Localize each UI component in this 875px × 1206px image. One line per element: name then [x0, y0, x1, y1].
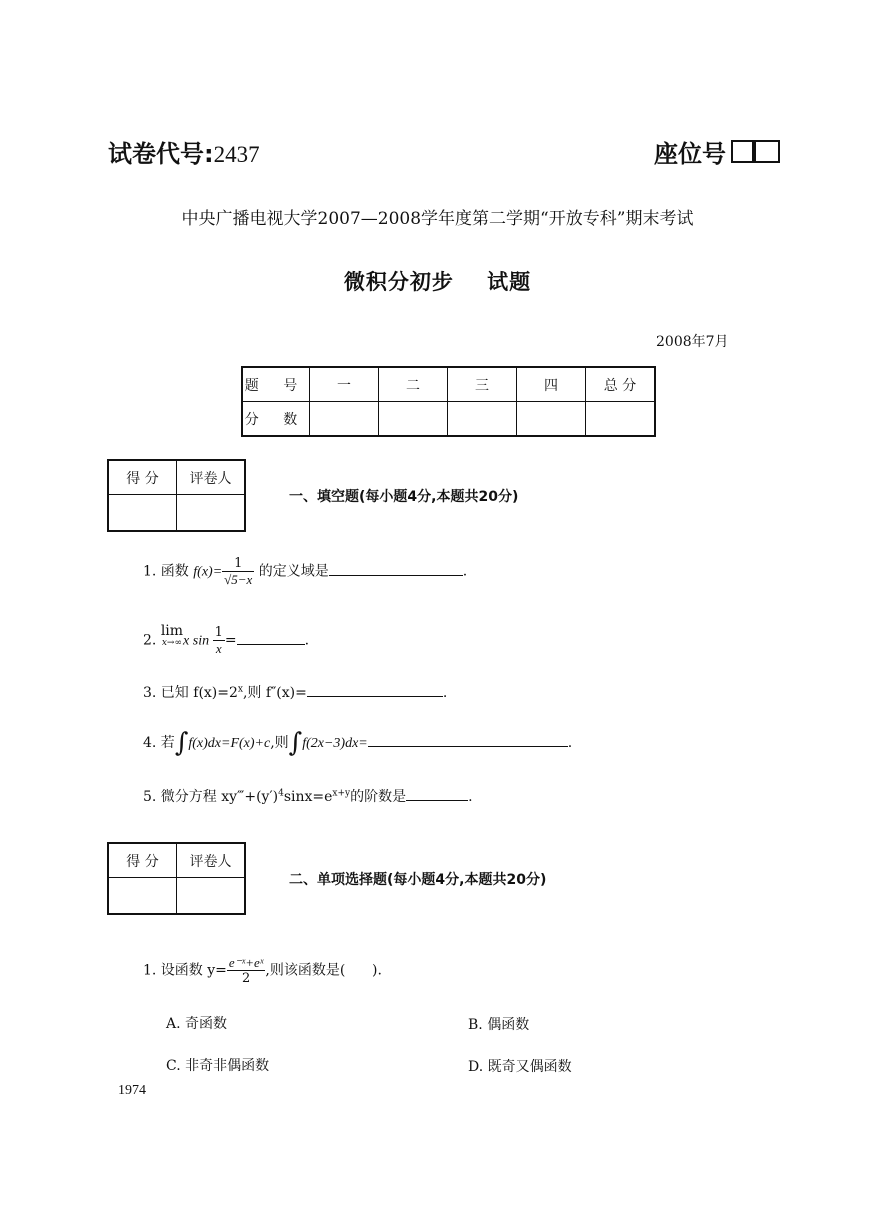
- question-end: .: [462, 563, 468, 580]
- numerator: 1: [214, 625, 223, 640]
- answer-blank: [406, 786, 468, 801]
- question-end: .: [442, 685, 448, 701]
- math-expression: f(x)=: [193, 564, 223, 580]
- option-d: D. 既奇又偶函数: [468, 1059, 572, 1075]
- score-table-score-row: [242, 402, 655, 437]
- numerator: e⁻ˣ+eˣ: [228, 955, 264, 970]
- question-text: 4. 若: [143, 735, 175, 751]
- score-table-cell: 分 数: [242, 402, 310, 437]
- exam-code-value: 2437: [213, 142, 260, 167]
- score-label: 得 分: [108, 460, 177, 495]
- numerator: 1: [222, 556, 254, 572]
- fraction: [213, 625, 225, 656]
- integral-sign: ∫: [174, 728, 189, 758]
- denominator: √5−x: [224, 572, 253, 587]
- question-2-1: [143, 955, 382, 986]
- grader-label: 评卷人: [177, 460, 246, 495]
- question-text: 2.: [143, 632, 161, 649]
- score-input-cell: [517, 402, 586, 437]
- denominator: 2: [242, 971, 251, 986]
- grader-input-cell: [177, 878, 246, 915]
- option-b: B. 偶函数: [468, 1017, 530, 1033]
- superscript: x+y: [332, 788, 351, 799]
- fraction: [222, 556, 254, 587]
- exam-title: 微积分初步 试题: [343, 270, 532, 294]
- score-table-cell: 一: [310, 367, 379, 402]
- question-text: 的定义域是: [254, 563, 329, 580]
- answer-blank: [368, 732, 568, 747]
- question-text: 1. 设函数 y=: [143, 962, 227, 979]
- grader-label: 评卷人: [177, 843, 246, 878]
- score-table: [241, 366, 656, 437]
- section-1-title: 一、填空题(每小题4分,本题共20分): [289, 489, 519, 505]
- score-table-cell: 三: [448, 367, 517, 402]
- score-label: 得 分: [108, 843, 177, 878]
- score-input-cell: [108, 495, 177, 532]
- score-input-cell: [108, 878, 177, 915]
- question-end: .: [304, 632, 310, 649]
- score-table-cell: 题 号: [242, 367, 310, 402]
- score-table-cell: 四: [517, 367, 586, 402]
- question-text: ,则: [270, 735, 289, 751]
- score-input-cell: [448, 402, 517, 437]
- question-1-1: [143, 556, 467, 587]
- superscript: 4: [278, 788, 284, 799]
- limit: [161, 625, 183, 649]
- question-1-3: [143, 682, 447, 702]
- denominator: x: [215, 641, 222, 656]
- grader-table: [107, 459, 246, 532]
- option-c: C. 非奇非偶函数: [166, 1058, 270, 1074]
- question-end: .: [468, 789, 473, 805]
- page-number: 1974: [118, 1083, 146, 1098]
- question-1-2: [143, 625, 309, 656]
- equals: =: [224, 632, 237, 649]
- option-a: A. 奇函数: [166, 1016, 228, 1032]
- section-2-title: 二、单项选择题(每小题4分,本题共20分): [289, 872, 547, 888]
- answer-blank: [237, 630, 305, 645]
- answer-blank: [329, 561, 463, 576]
- lim-text: lim: [160, 623, 184, 639]
- question-text: ,则该函数是( ).: [265, 962, 382, 979]
- score-input-cell: [586, 402, 656, 437]
- math-expression: f(x)dx=F(x)+c: [188, 736, 271, 751]
- math-expression: x sin: [183, 633, 213, 649]
- fraction: [227, 955, 266, 986]
- exam-code-label: 试卷代号:: [108, 140, 214, 168]
- exam-date: 2008年7月: [656, 334, 729, 350]
- superscript: x: [237, 684, 243, 695]
- seat-box: [731, 140, 754, 163]
- question-text: sinx=e: [283, 789, 333, 805]
- question-text: 1. 函数: [143, 563, 194, 580]
- question-end: .: [567, 735, 573, 751]
- seat-box: [754, 140, 780, 163]
- score-input-cell: [379, 402, 448, 437]
- question-text: 的阶数是: [350, 789, 407, 805]
- score-table-cell: 二: [379, 367, 448, 402]
- score-table-header-row: [242, 367, 655, 402]
- question-text: 3. 已知 f(x)=2: [143, 685, 238, 701]
- seat-label: 座位号: [654, 140, 726, 168]
- score-table-cell: 总 分: [586, 367, 656, 402]
- question-1-4: [143, 728, 573, 758]
- grader-table: [107, 842, 246, 915]
- question-text: 5. 微分方程 xy‴+(y′): [143, 789, 279, 805]
- exam-code: [108, 134, 260, 169]
- answer-blank: [307, 682, 443, 697]
- math-expression: f(2x−3)dx=: [302, 736, 368, 751]
- score-input-cell: [310, 402, 379, 437]
- exam-header: 中央广播电视大学2007—2008学年度第二学期“开放专科”期末考试: [181, 209, 694, 229]
- question-text: ,则 f″(x)=: [242, 685, 307, 701]
- grader-input-cell: [177, 495, 246, 532]
- integral-sign: ∫: [288, 728, 303, 758]
- question-1-5: [143, 786, 473, 806]
- lim-subscript: x→∞: [161, 638, 182, 648]
